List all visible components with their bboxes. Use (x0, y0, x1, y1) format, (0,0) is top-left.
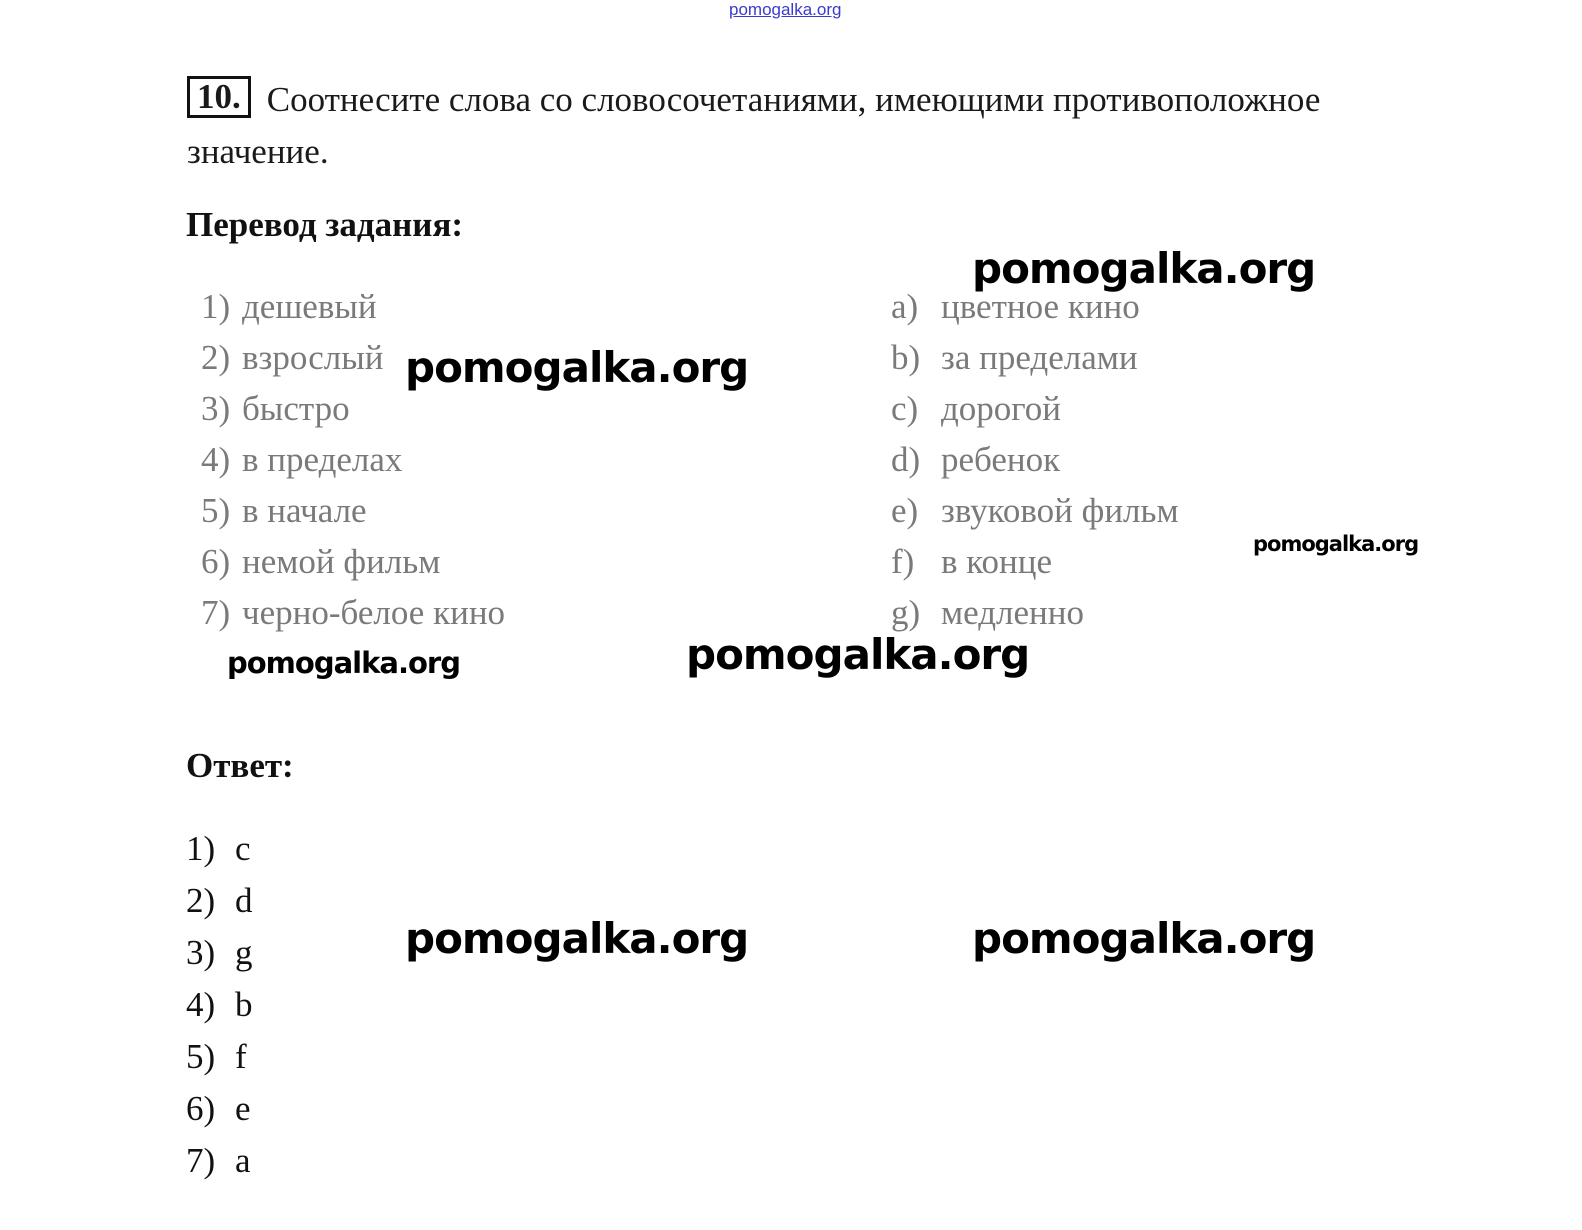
task-instruction (187, 74, 1467, 178)
list-item-text: дорогой (941, 389, 1062, 428)
list-item (891, 383, 1179, 434)
list-marker: 1) (201, 287, 231, 326)
watermark: pomogalka.org (972, 244, 1316, 293)
list-item (891, 536, 1179, 587)
watermark: pomogalka.org (686, 630, 1030, 679)
list-marker: g) (891, 593, 921, 632)
answer-item (186, 875, 253, 927)
list-item (891, 434, 1179, 485)
answer-item (186, 1031, 253, 1083)
answer-item (186, 979, 253, 1031)
answer-item (186, 1135, 253, 1187)
answer-title: Ответ: (186, 746, 294, 785)
list-item-text: за пределами (941, 338, 1138, 377)
answer-item (186, 823, 253, 875)
watermark: pomogalka.org (405, 343, 749, 392)
watermark: pomogalka.org (972, 914, 1316, 963)
task-text: Соотнесите слова со словосочетаниями, имеющими противоположное значение. (187, 80, 1321, 171)
list-item-text: в начале (242, 491, 367, 530)
answer-value: e (235, 1089, 251, 1128)
list-marker: 6) (201, 542, 231, 581)
list-item-text: немой фильм (242, 542, 441, 581)
list-item (201, 536, 505, 587)
list-item (201, 434, 505, 485)
answer-value: b (235, 985, 253, 1024)
list-item-text: дешевый (242, 287, 377, 326)
answer-value: g (235, 933, 253, 972)
list-marker: 5) (201, 491, 231, 530)
list-item-text: взрослый (242, 338, 384, 377)
list-item-text: быстро (242, 389, 350, 428)
list-item-text: медленно (941, 593, 1084, 632)
answer-value: f (235, 1037, 247, 1076)
list-marker: a) (891, 287, 919, 326)
list-marker: 3) (201, 389, 231, 428)
list-marker: 2) (201, 338, 231, 377)
translation-title: Перевод задания: (186, 205, 464, 244)
watermark: pomogalka.org (227, 646, 460, 680)
list-marker: b) (891, 338, 921, 377)
list-marker: d) (891, 440, 921, 479)
list-item-text: звуковой фильм (941, 491, 1179, 530)
list-item (891, 332, 1179, 383)
list-item (201, 281, 505, 332)
translation-left-list (201, 281, 505, 638)
answer-value: d (235, 881, 253, 920)
header-site-link[interactable]: pomogalka.org (729, 0, 842, 19)
answer-marker: 2) (186, 881, 216, 920)
list-marker: e) (891, 491, 919, 530)
list-item-text: в конце (941, 542, 1052, 581)
translation-right-list (891, 281, 1179, 638)
list-item-text: цветное кино (941, 287, 1140, 326)
answer-item (186, 1083, 253, 1135)
answer-marker: 4) (186, 985, 216, 1024)
list-item-text: в пределах (242, 440, 403, 479)
answer-value: c (235, 829, 251, 868)
answer-marker: 7) (186, 1141, 216, 1180)
answer-item (186, 927, 253, 979)
answer-marker: 6) (186, 1089, 216, 1128)
list-item-text: ребенок (941, 440, 1061, 479)
list-item (201, 587, 505, 638)
answer-list (186, 823, 253, 1187)
list-marker: 4) (201, 440, 231, 479)
watermark: pomogalka.org (1253, 532, 1419, 556)
list-marker: c) (891, 389, 919, 428)
answer-value: a (235, 1141, 251, 1180)
list-marker: 7) (201, 593, 231, 632)
task-number: 10. (187, 76, 251, 118)
watermark: pomogalka.org (405, 914, 749, 963)
list-item (891, 485, 1179, 536)
list-item (201, 485, 505, 536)
answer-marker: 5) (186, 1037, 216, 1076)
answer-marker: 1) (186, 829, 216, 868)
list-item-text: черно-белое кино (242, 593, 506, 632)
answer-marker: 3) (186, 933, 216, 972)
list-marker: f) (891, 542, 915, 581)
